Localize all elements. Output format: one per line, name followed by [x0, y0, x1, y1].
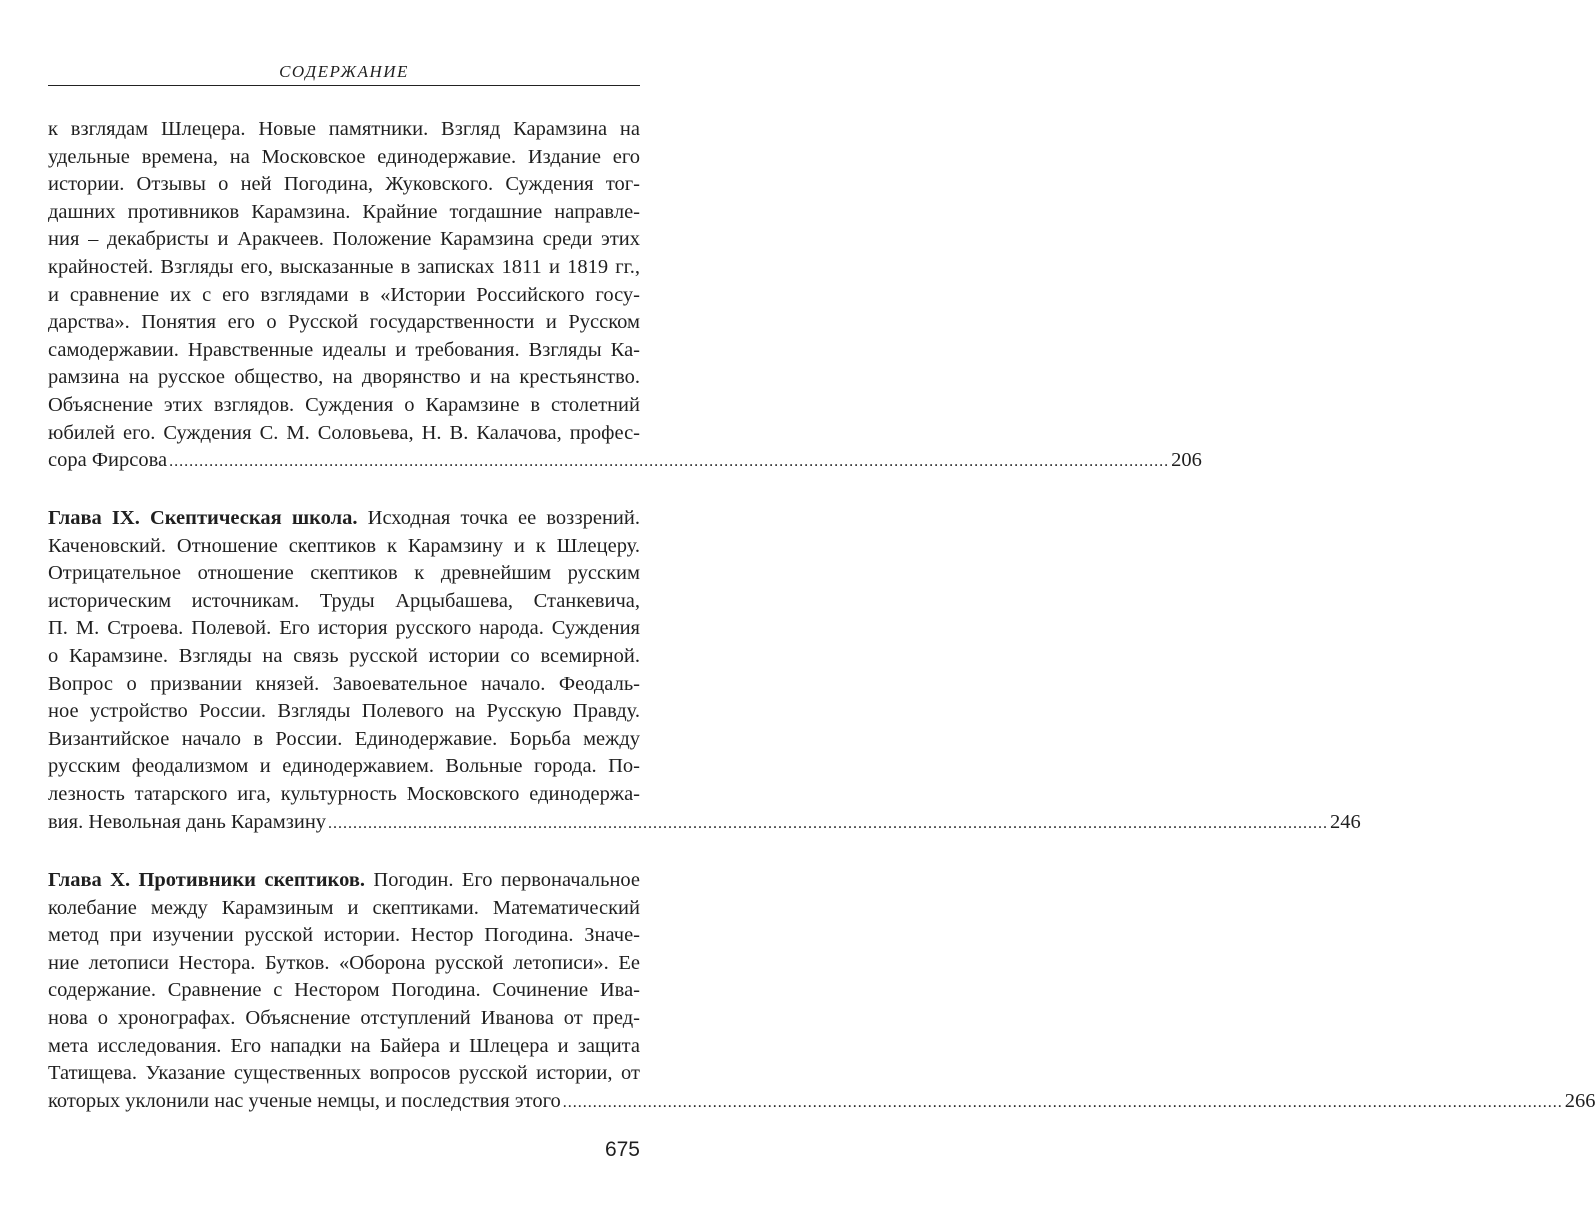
running-head: СОДЕРЖАНИЕ: [279, 62, 409, 81]
dot-leader: ........................................................................................................................................................................................................: [328, 814, 1329, 832]
entry-line: содержание. Сравнение с Нестором Погодина. Сочинение Ива-: [48, 979, 640, 1002]
entry-line: Каченовский. Отношение скептиков к Карамзину и к Шлецеру.: [48, 534, 640, 557]
entry-line: рамзина на русское общество, на дворянство и на крестьянство.: [48, 366, 640, 389]
entry-line: к взглядам Шлецера. Новые памятники. Взгляд Карамзина на: [48, 118, 640, 140]
entry-line: ния – декабристы и Аракчеев. Положение Карамзина среди этих: [48, 228, 640, 251]
entry-line: юбилей его. Суждения С. М. Соловьева, Н. В. Калачова, профес-: [48, 421, 640, 444]
entry-line: дарства». Понятия его о Русской государственности и Русском: [48, 311, 640, 334]
entry-line: историческим источникам. Труды Арцыбашева, Станкевича,: [48, 589, 640, 612]
entry-line: П. М. Строева. Полевой. Его история русского народа. Суждения: [48, 617, 640, 640]
entry-line: Отрицательное отношение скептиков к древнейшим русским: [48, 562, 640, 585]
entry-line: мета исследования. Его нападки на Байера и Шлецера и защита: [48, 1034, 640, 1057]
entry-line: о Карамзине. Взгляды на связь русской истории со всемирной.: [48, 644, 640, 667]
page-reference: 206: [1171, 449, 1202, 472]
entry-last-line: [48, 809, 1361, 837]
entry-line: вия. Невольная дань Карамзину: [48, 810, 327, 833]
toc-entry-chapter-10: [48, 867, 1595, 1115]
entry-line: метод при изучении русской истории. Нестор Погодина. Значе-: [48, 924, 640, 947]
toc-entry-continuation: [48, 116, 1202, 475]
entry-line: и сравнение их с его взглядами в «Истории Российского госу-: [48, 283, 640, 306]
entry-line: Византийское начало в России. Единодержавие. Борьба между: [48, 727, 640, 750]
entry-last-line: [48, 447, 1202, 475]
entry-line: самодержавии. Нравственные идеалы и требования. Взгляды Ка-: [48, 338, 640, 361]
entry-text: Исходная точка ее воззрений.: [367, 507, 640, 529]
entry-line: колебание между Карамзиным и скептиками. Математический: [48, 896, 640, 919]
entry-last-line: [48, 1088, 1595, 1116]
entry-line: лезность татарского ига, культурность Московского единодержа-: [48, 782, 640, 805]
header-rule: [48, 85, 640, 86]
entry-line: Татищева. Указание существенных вопросов русской истории, от: [48, 1062, 640, 1085]
chapter-heading: Глава X. Противники скептиков.: [48, 869, 366, 891]
entry-line: нова о хронографах. Объяснение отступлений Иванова от пред-: [48, 1006, 640, 1029]
toc-entry-chapter-9: [48, 505, 1361, 836]
entry-line: крайностей. Взгляды его, высказанные в записках 1811 и 1819 гг.,: [48, 255, 640, 278]
entry-line: которых уклонили нас ученые немцы, и последствия этого: [48, 1089, 561, 1112]
entry-text: Погодин. Его первоначальное: [373, 869, 641, 891]
entry-line: ное устройство России. Взгляды Полевого на Русскую Правду.: [48, 700, 640, 723]
entry-line: [48, 505, 640, 533]
entry-line: дашних противников Карамзина. Крайние тогдашние направле-: [48, 200, 640, 223]
entry-line: Вопрос о призвании князей. Завоевательное начало. Феодаль-: [48, 672, 640, 695]
entry-line: ние летописи Нестора. Бутков. «Оборона русской летописи». Ее: [48, 951, 640, 974]
page-number: 675: [604, 1138, 640, 1161]
entry-line: удельные времена, на Московское единодержавие. Издание его: [48, 145, 640, 168]
chapter-heading: Глава IX. Скептическая школа.: [48, 507, 358, 529]
entry-line: [48, 867, 640, 895]
dot-leader: ........................................................................................................................................................................................................: [562, 1093, 1563, 1111]
page-reference: 246: [1330, 810, 1361, 833]
page-reference: 266: [1564, 1089, 1595, 1112]
dot-leader: ........................................................................................................................................................................................................: [169, 453, 1170, 471]
entry-line: истории. Отзывы о ней Погодина, Жуковского. Суждения тог-: [48, 173, 640, 196]
entry-line: Объяснение этих взглядов. Суждения о Карамзине в столетний: [48, 393, 640, 416]
entry-line: русским феодализмом и единодержавием. Вольные города. По-: [48, 755, 640, 778]
entry-line: сора Фирсова: [48, 449, 168, 472]
